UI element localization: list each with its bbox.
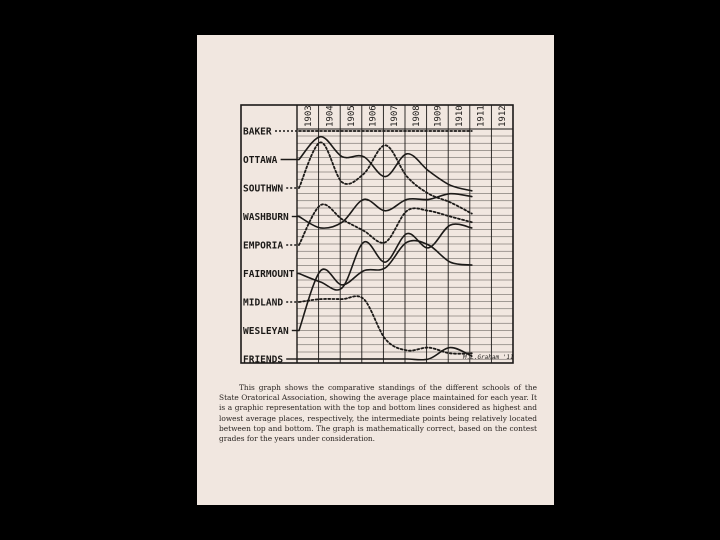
series-line-friends — [299, 348, 472, 360]
year-tick-label: 1909 — [433, 105, 444, 127]
year-tick-label: 1907 — [390, 105, 401, 127]
school-label: OTTAWA — [243, 155, 278, 166]
chart-caption — [219, 383, 537, 444]
scanned-page — [197, 35, 554, 505]
year-tick-label: 1903 — [303, 105, 314, 127]
signature-label: M.L.Graham '11 — [463, 354, 514, 361]
school-label: EMPORIA — [243, 240, 284, 252]
school-label: MIDLAND — [243, 297, 284, 309]
series-line-washburn — [299, 194, 472, 228]
year-tick-label: 1911 — [476, 105, 487, 127]
standings-chart — [197, 35, 554, 375]
year-tick-label: 1910 — [455, 105, 465, 127]
series-line-wesleyan — [299, 241, 472, 331]
caption-text: This graph shows the comparative standings of the different schools of the State Oratorical Association, showing the average place maintained for each year. It is a graphic representation with the top and bottom lines considered as highest and lowest average places, respectively, the intermediate points being relatively located between top and bottom. The graph is mathematically correct, based on the contest grades for the years under consideration. — [219, 383, 537, 444]
year-tick-label: 1905 — [347, 105, 357, 127]
school-label: FRIENDS — [243, 354, 284, 366]
school-label: WESLEYAN — [243, 326, 289, 337]
year-tick-label: 1908 — [411, 105, 422, 127]
year-tick-label: 1906 — [368, 105, 379, 127]
school-label: BAKER — [243, 126, 272, 138]
year-tick-label: 1912 — [498, 105, 509, 127]
year-tick-label: 1904 — [325, 105, 336, 127]
school-label: WASHBURN — [243, 212, 289, 223]
series-line-midland — [299, 296, 472, 354]
school-label: SOUTHWN — [243, 183, 284, 195]
series-line-southwn — [299, 142, 472, 213]
school-label: FAIRMOUNT — [243, 269, 295, 280]
